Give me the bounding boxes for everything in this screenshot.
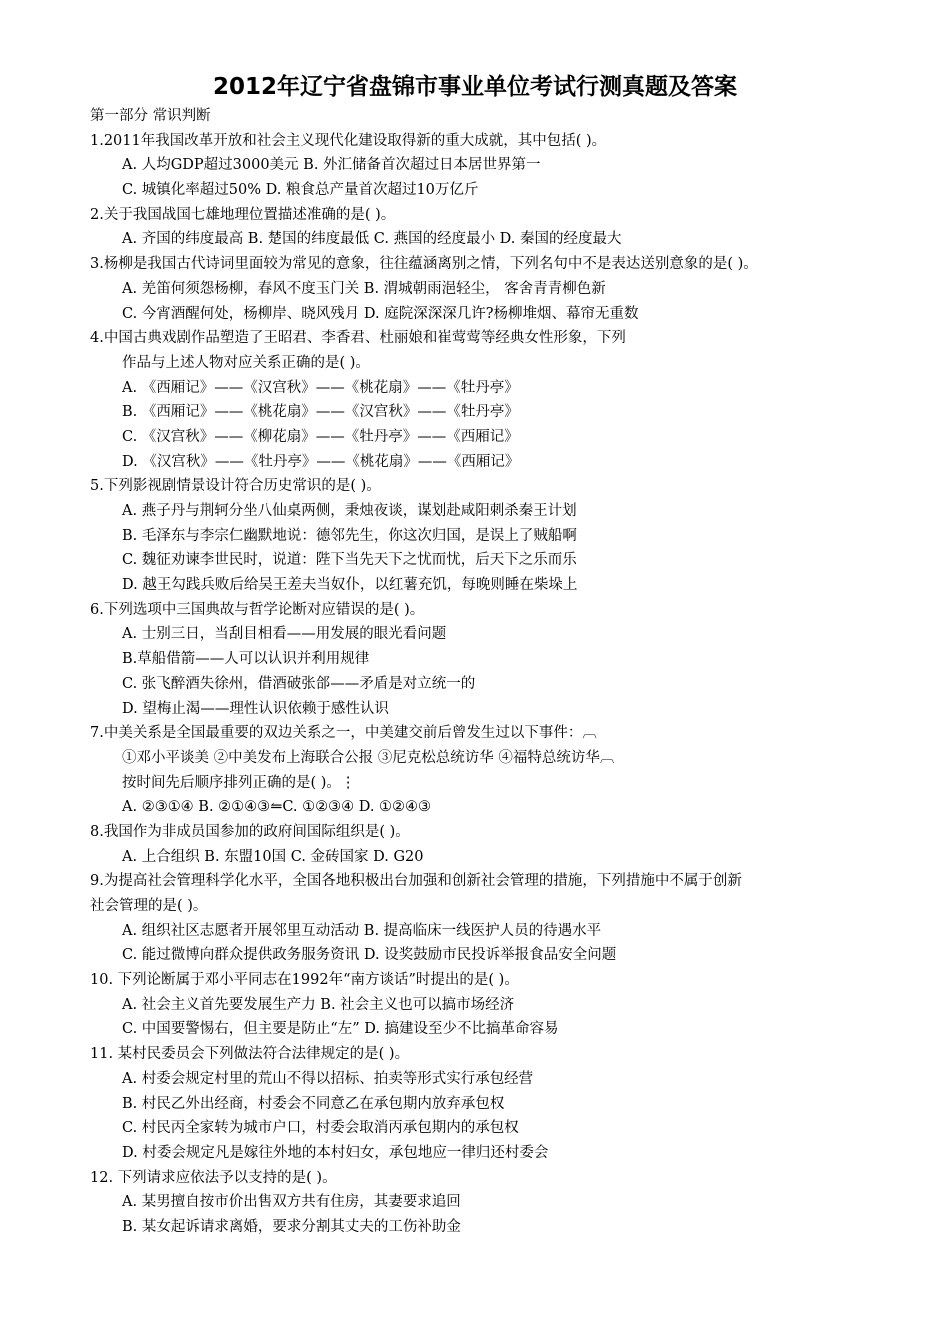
question-line: 社会管理的是( )。: [90, 898, 208, 914]
option-line: C. 张飞醉酒失徐州，借酒破张郃——矛盾是对立统一的: [122, 675, 476, 692]
question-line: 9.为提高社会管理科学化水平，全国各地积极出台加强和创新社会管理的措施，下列措施中不属于创新: [90, 873, 742, 890]
question-line: 11. 某村民委员会下列做法符合法律规定的是( )。: [90, 1046, 410, 1063]
option-line: A. 燕子丹与荆轲分坐八仙桌两侧，秉烛夜谈，谋划赴咸阳刺杀秦王计划: [122, 503, 577, 519]
option-line: C. 《汉宫秋》——《柳花扇》——《牡丹亭》——《西厢记》: [122, 428, 519, 445]
option-line: B.草船借箭——人可以认识并利用规律: [122, 651, 370, 668]
option-line: D. 望梅止渴——理性认识依赖于感性认识: [122, 700, 389, 717]
question-line: 2.关于我国战国七雄地理位置描述准确的是( )。: [90, 206, 396, 223]
option-line: 按时间先后顺序排列正确的是( )。⋮: [122, 774, 356, 791]
option-line: A. 组织社区志愿者开展邻里互动活动 B. 提高临床一线医护人员的待遇水平: [122, 922, 602, 939]
option-line: D. 村委会规定凡是嫁往外地的本村妇女，承包地应一律归还村委会: [122, 1144, 549, 1161]
option-line: A. 齐国的纬度最高 B. 楚国的纬度最低 C. 燕国的经度最小 D. 秦国的经度最大: [122, 231, 622, 248]
option-line: C. 能过微博向群众提供政务服务资讯 D. 设奖鼓励市民投诉举报食品安全问题: [122, 947, 617, 964]
question-line: 12. 下列请求应依法予以支持的是( )。: [90, 1169, 337, 1186]
option-line: D. 越王勾践兵败后给吴王差夫当奴仆，以红薯充饥，每晚则睡在柴垛上: [122, 577, 578, 594]
question-line: 3.杨柳是我国古代诗词里面较为常见的意象，往往蕴涵离别之情，下列名句中不是表达送别意象的是( )。: [90, 256, 758, 273]
option-line: A. 《西厢记》——《汉宫秋》——《桃花扇》——《牡丹亭》: [122, 379, 519, 396]
option-line: C. 今宵酒醒何处，杨柳岸、晓风残月 D. 庭院深深深几许?杨柳堆烟、幕帘无重数: [122, 305, 639, 322]
question-line: 8.我国作为非成员国参加的政府间国际组织是( )。: [90, 823, 410, 840]
option-line: C. 村民丙全家转为城市户口，村委会取消丙承包期内的承包权: [122, 1120, 519, 1137]
question-line: 5.下列影视剧情景设计符合历史常识的是( )。: [90, 478, 381, 495]
question-line: 10. 下列论断属于邓小平同志在1992年“南方谈话”时提出的是( )。: [90, 972, 519, 989]
option-line: ①邓小平谈美 ②中美发布上海联合公报 ③尼克松总统访华 ④福特总统访华︹: [122, 749, 615, 766]
question-line: 6.下列选项中三国典故与哲学论断对应错误的是( )。: [90, 601, 425, 618]
document-title: 2012年辽宁省盘锦市事业单位考试行测真题及答案: [212, 74, 737, 100]
question-line: 7.中美关系是全国最重要的双边关系之一，中美建交前后曾发生过以下事件：︹: [90, 725, 597, 742]
option-line: C. 魏征劝谏李世民时，说道：陛下当先天下之忧而忧，后天下之乐而乐: [122, 552, 577, 569]
document-body: [90, 104, 880, 1240]
question-line: 1.2011年我国改革开放和社会主义现代化建设取得新的重大成就，其中包括( )。: [90, 132, 607, 149]
option-line: A. 村委会规定村里的荒山不得以招标、拍卖等形式实行承包经营: [122, 1070, 534, 1087]
option-line: C. 中国要警惕右，但主要是防止“左” D. 搞建设至少不比搞革命容易: [122, 1021, 559, 1038]
option-line: A. 羌笛何须怨杨柳，春风不度玉门关 B. 渭城朝雨浥轻尘， 客舍青青柳色新: [122, 280, 606, 297]
question-line: 第一部分 常识判断: [90, 108, 211, 124]
question-line: 4.中国古典戏剧作品塑造了王昭君、李香君、杜丽娘和崔莺莺等经典女性形象，下列: [90, 330, 626, 347]
option-line: B. 村民乙外出经商，村委会不同意乙在承包期内放弃承包权: [122, 1095, 505, 1112]
option-line: A. 上合组织 B. 东盟10国 C. 金砖国家 D. G20: [122, 848, 424, 865]
option-line: A. ②③①④ B. ②①④③⥪C. ①②③④ D. ①②④③: [122, 799, 432, 816]
option-line: A. 士别三日，当刮目相看——用发展的眼光看问题: [122, 626, 447, 643]
option-line: B. 《西厢记》——《桃花扇》——《汉宫秋》——《牡丹亭》: [122, 404, 519, 421]
option-line: C. 城镇化率超过50% D. 粮食总产量首次超过10万亿斤: [122, 182, 479, 199]
option-line: 作品与上述人物对应关系正确的是( )。: [122, 354, 370, 371]
option-line: B. 毛泽东与李宗仁幽默地说：德邻先生，你这次归国，是误上了贼船啊: [122, 527, 577, 544]
option-line: A. 人均GDP超过3000美元 B. 外汇储备首次超过日本居世界第一: [122, 157, 541, 174]
option-line: D. 《汉宫秋》——《牡丹亭》——《桃花扇》——《西厢记》: [122, 453, 520, 470]
option-line: B. 某女起诉请求离婚，要求分割其丈夫的工伤补助金: [122, 1218, 461, 1235]
option-line: A. 社会主义首先要发展生产力 B. 社会主义也可以搞市场经济: [122, 996, 515, 1013]
option-line: A. 某男擅自按市价出售双方共有住房，其妻要求追回: [122, 1194, 461, 1211]
